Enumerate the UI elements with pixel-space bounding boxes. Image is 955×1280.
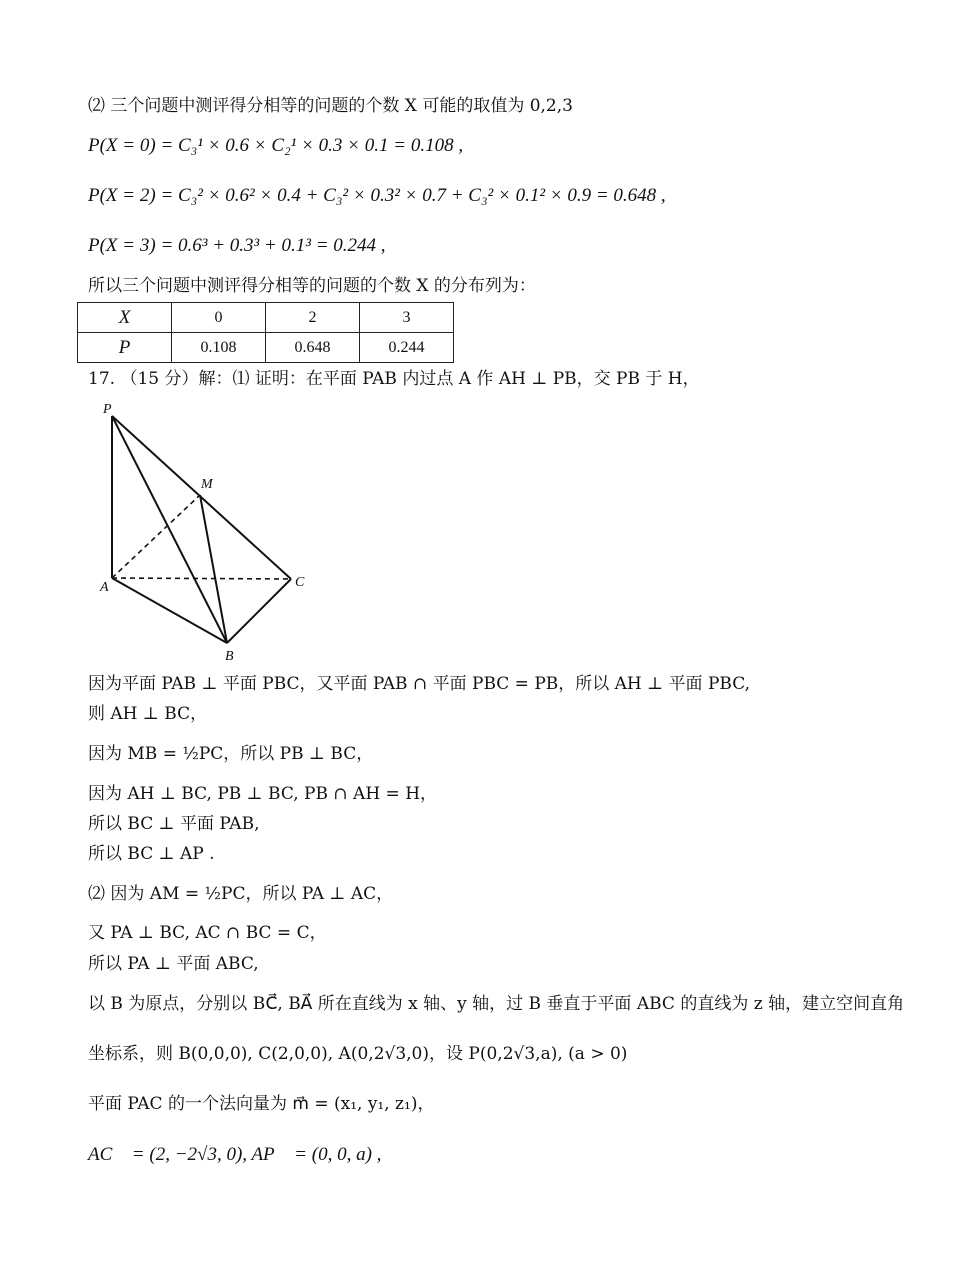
table-cell: 0.244 (360, 333, 454, 363)
question-17-heading: 17. （15 分）解：⑴ 证明：在平面 PAB 内过点 A 作 AH ⊥ PB，交 PB 于 H， (88, 369, 700, 389)
part2-heading: ⑵ 三个问题中测评得分相等的问题的个数 X 可能的取值为 0,2,3 (88, 96, 573, 116)
distribution-intro: 所以三个问题中测评得分相等的问题的个数 X 的分布列为： (88, 276, 536, 296)
table-cell: 0.108 (172, 333, 266, 363)
tetrahedron-figure (95, 400, 325, 665)
proof-line: 所以 BC ⊥ AP . (88, 844, 215, 864)
label-b: B (225, 649, 234, 664)
label-m: M (201, 477, 213, 492)
label-c: C (295, 575, 305, 590)
proof-line: 因为平面 PAB ⊥ 平面 PBC，又平面 PAB ∩ 平面 PBC = PB，所以 AH ⊥ 平面 PBC, (88, 674, 751, 694)
edge-ac-hidden (112, 578, 291, 579)
part2-line: 又 PA ⊥ BC, AC ∩ BC = C， (88, 923, 327, 943)
equation-p-x-3: P(X = 3) = 0.6³ + 0.3³ + 0.1³ = 0.244 , (88, 235, 386, 256)
edge-bc (227, 579, 291, 643)
part2-line: 以 B 为原点，分别以 BC⃗, BA⃗ 所在直线为 x 轴、y 轴，过 B 垂直于平面 ABC 的直线为 z 轴，建立空间直角 (88, 994, 905, 1014)
part2-line: 平面 PAC 的一个法向量为 m⃗ = (x₁, y₁, z₁)， (88, 1094, 435, 1114)
table-cell: 0 (172, 303, 266, 333)
proof-line: 所以 BC ⊥ 平面 PAB, (88, 814, 260, 834)
label-a: A (100, 580, 109, 595)
part2-line: 所以 PA ⊥ 平面 ABC, (88, 954, 259, 974)
edge-pb (112, 416, 227, 643)
equation-p-x-2: P(X = 2) = C₃² × 0.6² × 0.4 + C₃² × 0.3² × 0.7 + C₃² × 0.1² × 0.9 = 0.648 , (88, 185, 666, 206)
table-cell: P (78, 333, 172, 363)
table-cell: 2 (266, 303, 360, 333)
table-cell: X (78, 303, 172, 333)
proof-line: 因为 AH ⊥ BC, PB ⊥ BC, PB ∩ AH = H， (88, 784, 438, 804)
table-row (78, 333, 454, 363)
part2-line: 坐标系，则 B(0,0,0), C(2,0,0), A(0,2√3,0)，设 P(0,2√3,a), (a > 0) (88, 1044, 628, 1064)
part2-line: AC⃗ = (2, −2√3, 0), AP⃗ = (0, 0, a) , (88, 1144, 382, 1165)
edge-pc (112, 416, 291, 579)
label-p: P (103, 402, 112, 417)
table-cell: 3 (360, 303, 454, 333)
table-cell: 0.648 (266, 333, 360, 363)
distribution-table (77, 302, 454, 363)
table-header-row (78, 303, 454, 333)
proof-line: 因为 MB = ½PC，所以 PB ⊥ BC， (88, 744, 374, 764)
proof-line: 则 AH ⊥ BC， (88, 704, 208, 724)
part2-line: ⑵ 因为 AM = ½PC，所以 PA ⊥ AC， (88, 884, 394, 904)
equation-p-x-0: P(X = 0) = C₃¹ × 0.6 × C₂¹ × 0.3 × 0.1 = 0.108 , (88, 135, 464, 156)
